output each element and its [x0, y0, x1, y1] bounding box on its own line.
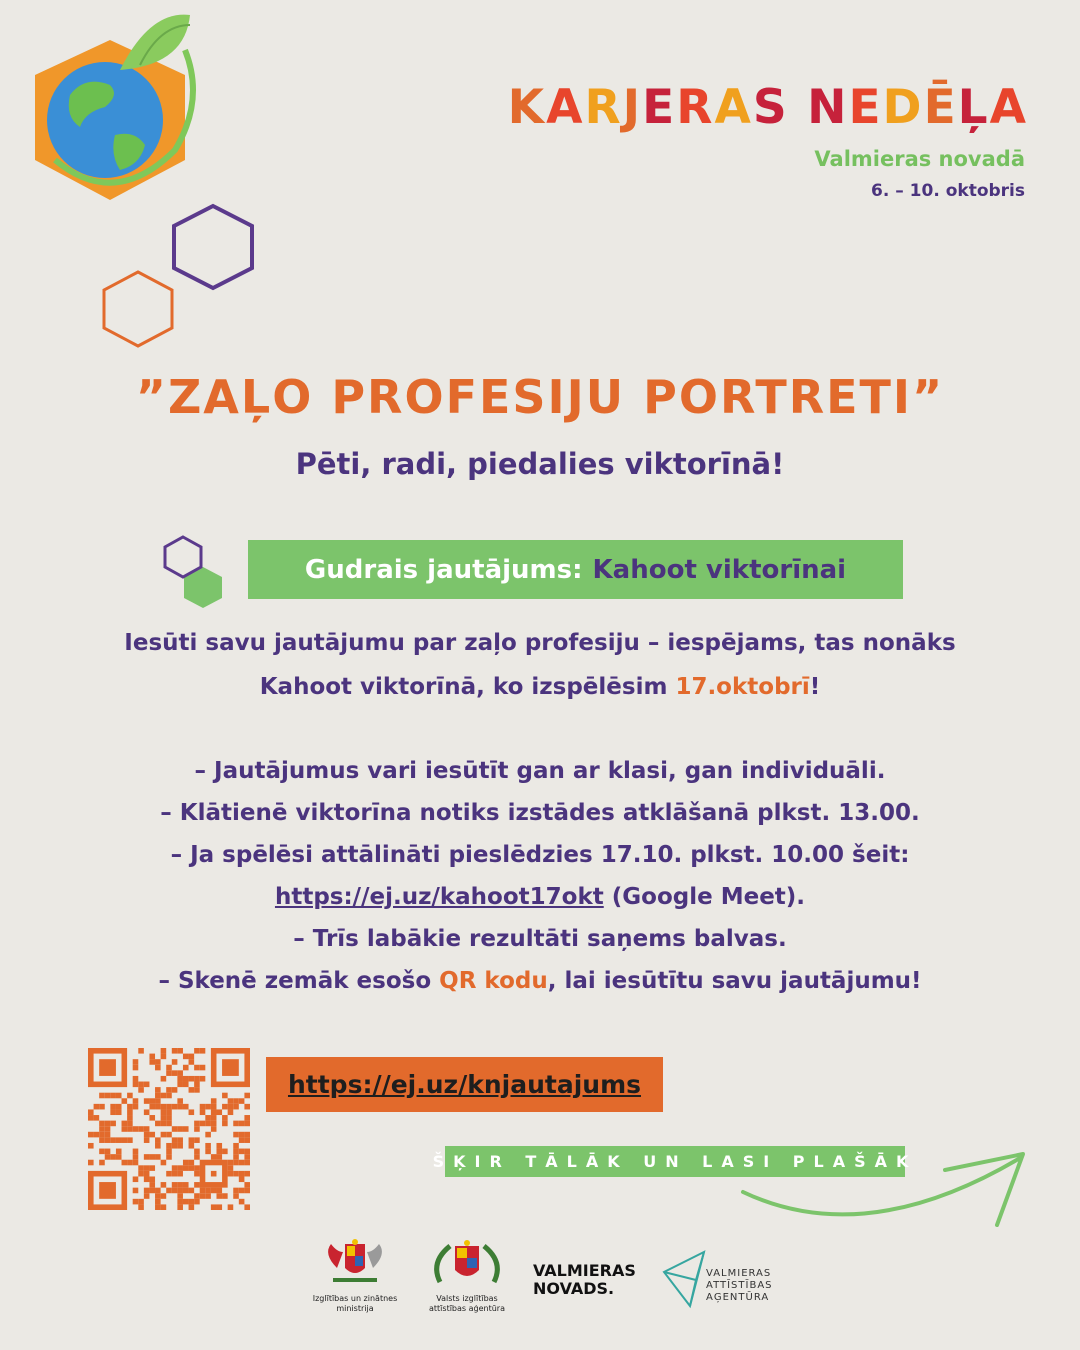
qr-code-mention: QR kodu — [439, 968, 548, 994]
bullet-2: – Klātienē viktorīna notiks izstādes atklāšanā plkst. 13.00. — [160, 800, 920, 826]
globe-icon — [47, 62, 163, 178]
submit-question-link-box[interactable] — [266, 1057, 663, 1112]
vaa-line-1: VALMIERAS — [706, 1268, 772, 1279]
vaa-line-3: AĢENTŪRA — [706, 1292, 770, 1303]
brand-title-letter: E — [642, 80, 677, 135]
vaa-line-2: ATTĪSTĪBAS — [706, 1280, 773, 1291]
quiz-banner-lead: Gudrais jautājums: — [304, 554, 583, 585]
vaa-logo-text — [706, 1268, 773, 1304]
izm-logo — [305, 1238, 405, 1314]
brand-title-letter: A — [546, 80, 585, 135]
hexagon-icon — [160, 534, 230, 609]
kahoot-link[interactable]: https://ej.uz/kahoot17okt — [274, 884, 604, 910]
brand-subtitle: Valmieras novadā — [814, 147, 1025, 171]
brand-title-letter: E — [848, 80, 883, 135]
intro-date: 17.oktobrī — [675, 674, 810, 700]
izm-caption-1: Izglītības un zinātnes — [312, 1294, 398, 1303]
bullet-5: – Trīs labākie rezultāti saņems balvas. — [293, 926, 787, 952]
coat-of-arms-icon — [305, 1238, 405, 1290]
brand-title-letter: J — [622, 80, 643, 135]
brand-title-letter: Ē — [923, 80, 958, 135]
bullet-6-end: , lai iesūtītu savu jautājumu! — [547, 968, 922, 994]
bullet-3: – Ja spēlēsi attālināti pieslēdzies 17.10. plkst. 10.00 šeit: — [170, 842, 910, 868]
intro-line-2-end: ! — [809, 674, 821, 700]
purple-hexagon-outline — [174, 206, 252, 288]
valmieras-novads-logo — [533, 1262, 636, 1298]
quiz-banner-accent: Kahoot viktorīnai — [592, 554, 847, 585]
viaa-logo — [422, 1238, 512, 1314]
submit-question-link[interactable]: https://ej.uz/knjautajums — [287, 1070, 641, 1099]
brand-title-letter: S — [752, 80, 789, 135]
brand-title-letter: R — [584, 80, 623, 135]
brand-title — [508, 80, 1028, 135]
coat-of-arms-icon — [422, 1238, 512, 1290]
globe-decoration — [0, 0, 300, 360]
bullet-4-rest: (Google Meet). — [603, 884, 806, 910]
quiz-banner — [248, 540, 903, 599]
intro-line-2-text: Kahoot viktorīnā, ko izspēlēsim — [259, 674, 676, 700]
brand-title-letter: Ļ — [957, 80, 990, 135]
page-title: ”ZAĻO PROFESIJU PORTRETI” — [135, 370, 945, 424]
brand-title-letter: A — [714, 80, 753, 135]
vn-line-2: NOVADS. — [533, 1279, 615, 1298]
bullet-6-text: – Skenē zemāk esošo — [158, 968, 440, 994]
intro-line-2 — [0, 674, 1080, 700]
vn-line-1: VALMIERAS — [533, 1261, 636, 1280]
intro-line-1: Iesūti savu jautājumu par zaļo profesiju – iespējams, tas nonāks — [124, 630, 956, 656]
orange-hexagon-outline — [104, 272, 172, 346]
brand-title-letter: K — [507, 80, 547, 135]
brand-title-letter — [789, 80, 807, 135]
brand-title-letter: R — [676, 80, 715, 135]
brand-title-letter: D — [882, 80, 924, 135]
viaa-caption-1: Valsts izglītības — [436, 1294, 498, 1303]
izm-caption-2: ministrija — [336, 1304, 374, 1313]
bullet-6 — [0, 968, 1080, 994]
arrow-icon — [735, 1140, 1035, 1235]
bullet-4 — [0, 884, 1080, 910]
bullet-1: – Jautājumus vari iesūtīt gan ar klasi, gan individuāli. — [194, 758, 886, 784]
viaa-caption-2: attīstības aģentūra — [429, 1304, 505, 1313]
brand-title-letter: A — [989, 80, 1028, 135]
brand-dates: 6. – 10. oktobris — [871, 181, 1025, 201]
page-subtitle: Pēti, radi, piedalies viktorīnā! — [295, 447, 785, 481]
share-banner: ŠĶIR TĀLĀK UN LASI PLAŠĀK — [445, 1146, 905, 1177]
qr-code-icon[interactable] — [88, 1048, 250, 1210]
brand-title-letter: N — [807, 80, 849, 135]
